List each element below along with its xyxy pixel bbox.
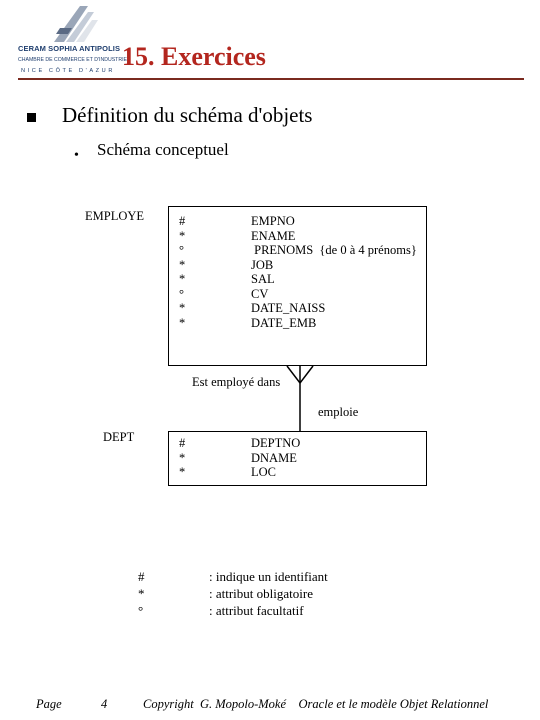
legend-symbols (138, 568, 145, 619)
dept-symbols (179, 436, 199, 480)
employe-symbols (179, 214, 199, 330)
attribute-symbol: ° (179, 243, 184, 257)
attribute-name: SAL (251, 272, 275, 286)
entity-name-dept: DEPT (103, 430, 135, 444)
attribute-name: JOB (251, 257, 274, 272)
footer-page-label: Page (36, 697, 62, 711)
employe-attributes (251, 214, 417, 330)
relationship-label-employe: Est employé dans (192, 375, 281, 389)
crows-foot-right (300, 366, 313, 383)
footer-page-number: 4 (101, 697, 108, 711)
legend-symbol: # (138, 569, 145, 584)
legend-symbol: * (138, 586, 145, 601)
attribute-symbol: * (179, 315, 186, 330)
attribute-symbol: # (179, 214, 186, 228)
attribute-name: PRENOMS {de 0 à 4 prénoms} (251, 243, 417, 257)
entity-box-dept (168, 431, 427, 486)
legend-symbol: ° (138, 603, 144, 618)
legend-descriptions (209, 568, 328, 619)
subsection-heading: Schéma conceptuel (97, 140, 229, 159)
legend-text: : attribut obligatoire (209, 586, 313, 601)
attribute-name: CV (251, 286, 269, 301)
attribute-name: DATE_NAISS (251, 301, 326, 315)
entity-box-employe (168, 206, 427, 366)
crows-foot-left (287, 366, 300, 383)
attribute-name: DNAME (251, 450, 297, 465)
footer-copyright: Copyright G. Mopolo-Moké Oracle et le modèle Objet Relationnel (143, 697, 489, 711)
attribute-symbol: * (179, 228, 186, 243)
section-heading: Définition du schéma d'objets (62, 103, 313, 127)
attribute-name: DEPTNO (251, 436, 301, 450)
attribute-name: DATE_EMB (251, 315, 317, 330)
legend-text: : indique un identifiant (209, 569, 328, 584)
logo-text-main: CERAM SOPHIA ANTIPOLIS (18, 44, 121, 53)
round-bullet-icon: • (74, 148, 79, 163)
attribute-symbol: * (179, 272, 186, 286)
attribute-symbol: # (179, 436, 186, 450)
relationship-label-dept: emploie (318, 405, 359, 419)
attribute-symbol: ° (179, 286, 184, 301)
attribute-symbol: * (179, 301, 186, 315)
attribute-name: LOC (251, 465, 276, 479)
logo-text-sub: CHAMBRE DE COMMERCE ET D'INDUSTRIE (18, 57, 127, 63)
attribute-symbol: * (179, 257, 186, 272)
attribute-symbol: * (179, 450, 186, 465)
dept-attributes (251, 436, 300, 480)
entity-name-employe: EMPLOYE (85, 209, 145, 223)
legend-text: : attribut facultatif (209, 603, 304, 618)
attribute-name: ENAME (251, 228, 296, 243)
slide-title: 15. Exercices (122, 42, 266, 71)
logo-text-region: NICE CÔTE D'AZUR (21, 68, 115, 74)
attribute-symbol: * (179, 465, 186, 479)
attribute-name: EMPNO (251, 214, 295, 228)
